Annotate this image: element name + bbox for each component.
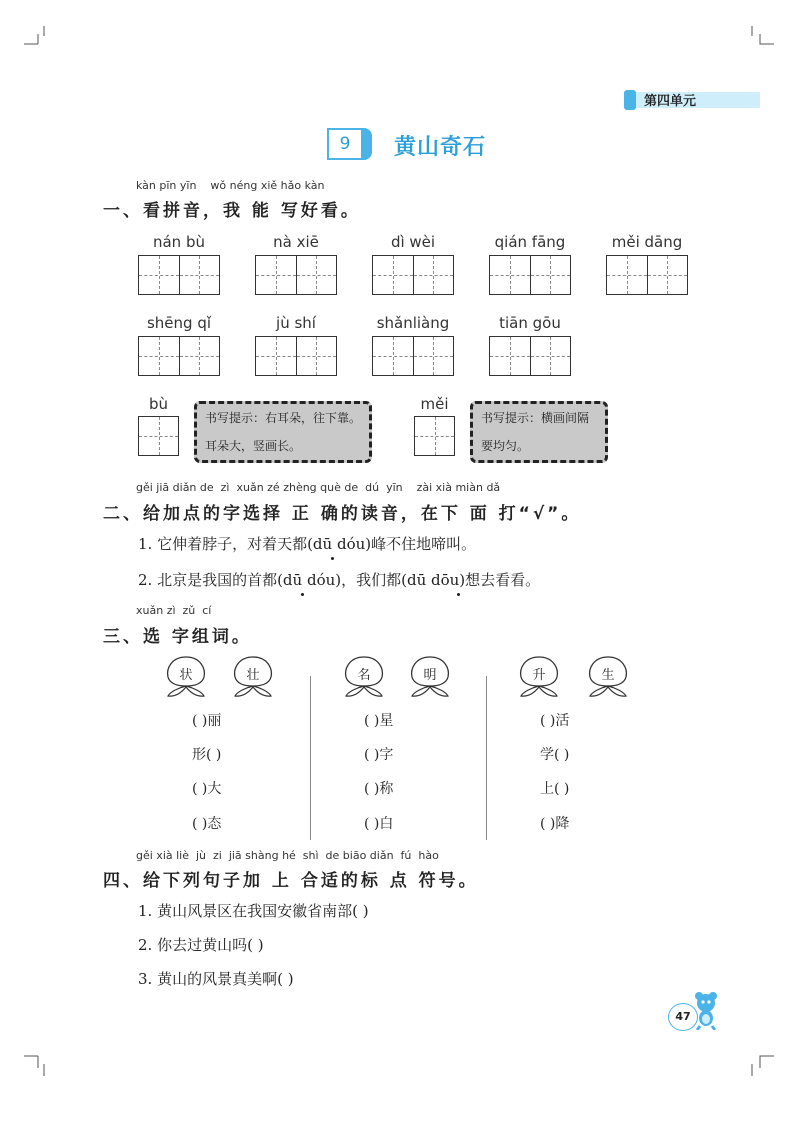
- crop-mark-bottom-right: [748, 1050, 774, 1076]
- peach-char-card: [515, 654, 563, 698]
- pinyin-mei: měi: [420, 395, 449, 413]
- section1-pinyin: kàn pīn yīn wǒ néng xiě hǎo kàn: [136, 179, 325, 192]
- section4-title: 四、给下列句子加 上 合适的标 点 符号。: [103, 871, 479, 891]
- question-4-2: 2. 你去过黄山吗( ): [138, 936, 264, 954]
- word-blank[interactable]: ( )字: [364, 747, 394, 763]
- word-blank[interactable]: ( )白: [364, 816, 394, 832]
- writing-grid[interactable]: [489, 336, 571, 376]
- writing-grid[interactable]: [489, 255, 571, 295]
- question-4-1: 1. 黄山风景区在我国安徽省南部( ): [138, 902, 369, 920]
- section4-pinyin: gěi xià liè jù zi jiā shàng hé shì de biāo diǎn fú hào: [136, 849, 439, 862]
- emphasis-dot: [457, 593, 460, 596]
- word-blank[interactable]: 学( ): [540, 747, 570, 763]
- writing-grid[interactable]: [255, 336, 337, 376]
- writing-grid[interactable]: [372, 336, 454, 376]
- writing-grid[interactable]: [255, 255, 337, 295]
- peach-char-card: [406, 654, 454, 698]
- pinyin-sheng-qi: shēng qǐ: [146, 314, 212, 332]
- word-blank[interactable]: ( )态: [192, 816, 222, 832]
- writing-grid[interactable]: [606, 255, 688, 295]
- writing-grid[interactable]: [138, 255, 220, 295]
- peach-char-card: [340, 654, 388, 698]
- crop-mark-top-left: [24, 26, 48, 50]
- pinyin-shan-liang: shǎnliàng: [376, 314, 450, 332]
- lesson-title: 黄山奇石: [394, 135, 487, 160]
- pinyin-tian-gou: tiān gōu: [499, 314, 561, 332]
- word-blank[interactable]: ( )丽: [192, 713, 222, 729]
- peach-char-card: [584, 654, 632, 698]
- word-blank[interactable]: 形( ): [192, 747, 222, 763]
- emphasis-dot: [301, 593, 304, 596]
- hint-text: 耳朵大，竖画长。: [205, 439, 302, 453]
- pinyin-mei-dang: měi dāng: [611, 233, 683, 251]
- word-blank[interactable]: ( )称: [364, 781, 394, 797]
- section1-title: 一、看拼音，我 能 写好看。: [103, 201, 361, 221]
- word-blank[interactable]: ( )降: [540, 816, 570, 832]
- writing-grid[interactable]: [138, 336, 220, 376]
- pinyin-na-xie: nà xiē: [273, 233, 319, 251]
- column-divider: [310, 676, 311, 840]
- lesson-number-box: 9: [327, 128, 363, 160]
- pinyin-ju-shi: jù shí: [276, 314, 316, 332]
- choice-char: 升: [532, 668, 546, 683]
- section2-pinyin: gěi jiā diǎn de zì xuǎn zé zhèng què de dú yīn zài xià miàn dǎ: [136, 481, 501, 494]
- word-blank[interactable]: ( )星: [364, 713, 394, 729]
- unit-banner-tab: [624, 90, 636, 110]
- writing-hint-box: [194, 401, 372, 463]
- pinyin-bu: bù: [148, 395, 169, 413]
- page-number-badge: 47: [668, 1003, 698, 1031]
- choice-char: 状: [179, 668, 193, 683]
- mascot-bear-icon: [692, 990, 720, 1030]
- crop-mark-top-right: [748, 26, 774, 50]
- word-blank[interactable]: 上( ): [540, 781, 570, 797]
- unit-label: 第四单元: [644, 94, 697, 109]
- crop-mark-bottom-left: [24, 1050, 48, 1076]
- question-2-1: 1. 它伸着脖子，对着天都(dū dóu)峰不住地啼叫。: [138, 535, 477, 553]
- peach-char-card: [162, 654, 210, 698]
- choice-char: 名: [357, 668, 371, 683]
- pinyin-di-wei: dì wèi: [390, 233, 436, 251]
- column-divider: [486, 676, 487, 840]
- hint-text: 书写提示：右耳朵，往下靠。: [205, 411, 362, 425]
- section3-title: 三、选 字组词。: [103, 627, 252, 647]
- choice-char: 明: [423, 668, 437, 683]
- lesson-number-tab: [362, 128, 372, 160]
- choice-char: 生: [601, 668, 615, 683]
- hint-text: 要均匀。: [481, 439, 530, 453]
- writing-grid[interactable]: [372, 255, 454, 295]
- writing-grid-single[interactable]: [414, 416, 455, 456]
- section3-pinyin: xuǎn zì zǔ cí: [136, 604, 212, 617]
- section2-title: 二、给加点的字选择 正 确的读音，在下 面 打“√”。: [103, 504, 582, 524]
- choice-char: 壮: [246, 668, 260, 683]
- pinyin-qian-fang: qián fāng: [494, 233, 566, 251]
- word-blank[interactable]: ( )大: [192, 781, 222, 797]
- writing-hint-box: [470, 401, 608, 463]
- hint-text: 书写提示：横画间隔: [481, 411, 590, 425]
- writing-grid-single[interactable]: [138, 416, 179, 456]
- peach-char-card: [229, 654, 277, 698]
- word-blank[interactable]: ( )活: [540, 713, 570, 729]
- pinyin-nan-bu: nán bù: [152, 233, 205, 251]
- emphasis-dot: [331, 557, 334, 560]
- question-4-3: 3. 黄山的风景真美啊( ): [138, 970, 294, 988]
- question-2-2: 2. 北京是我国的首都(dū dóu)，我们都(dū dōu)想去看看。: [138, 571, 541, 589]
